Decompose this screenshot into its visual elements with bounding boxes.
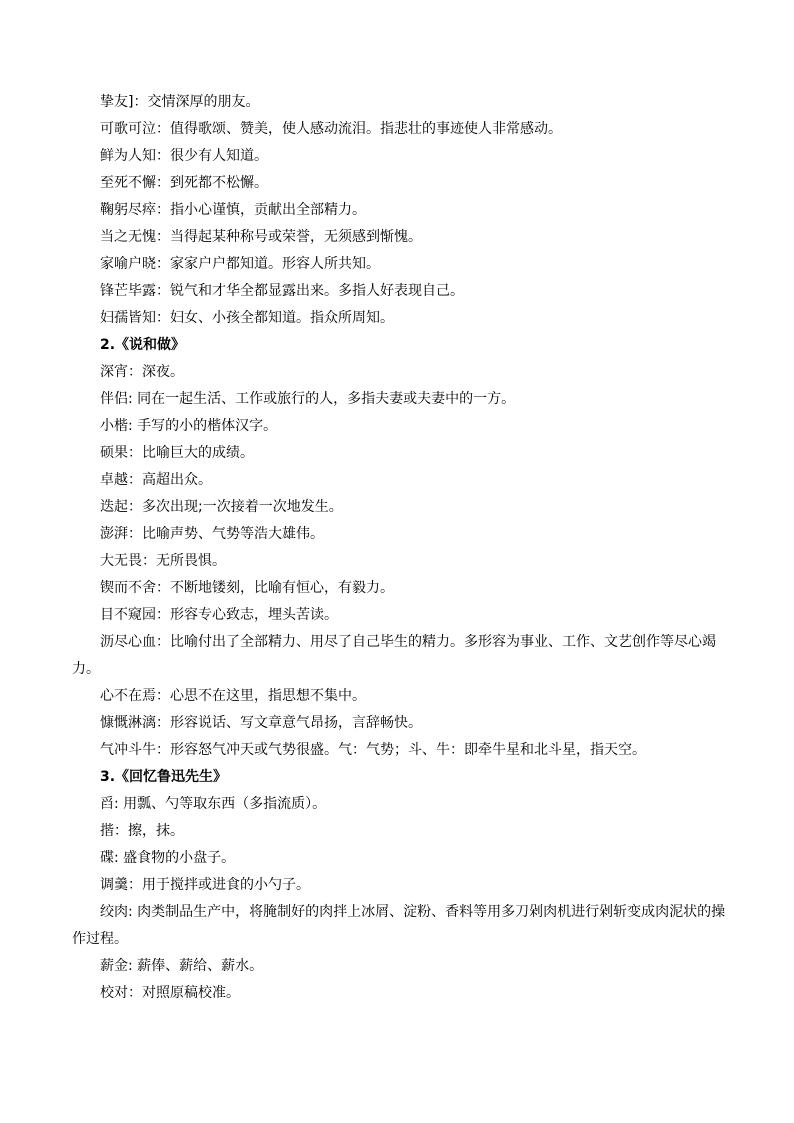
glossary-entry: 家喻户晓：家家户户都知道。形容人所共知。 [100,256,380,272]
glossary-entry: 可歌可泣：值得歌颂、赞美，使人感动流泪。指悲壮的事迹使人非常感动。 [100,121,562,137]
glossary-entry: 妇孺皆知：妇女、小孩全都知道。指众所周知。 [100,310,394,326]
glossary-entry: 至死不懈：到死都不松懈。 [100,175,268,191]
glossary-entry: 舀: 用瓢、勺等取东西（多指流质）。 [100,796,327,812]
glossary-entry: 硕果：比喻巨大的成绩。 [100,445,254,461]
glossary-entry: 碟: 盛食物的小盘子。 [100,850,236,866]
glossary-entry: 薪金: 薪俸、薪给、薪水。 [100,958,264,974]
glossary-entry: 深宵：深夜。 [100,364,184,380]
glossary-entry: 慷慨淋漓：形容说话、写文章意气昂扬，言辞畅快。 [100,715,422,731]
glossary-entry: 心不在焉：心思不在这里，指思想不集中。 [100,688,366,704]
glossary-entry: 调羹：用于搅拌或进食的小勺子。 [100,877,310,893]
glossary-entry: 大无畏：无所畏惧。 [100,553,226,569]
glossary-entry: 揩：擦，抹。 [100,823,184,839]
glossary-entry: 小楷: 手写的小的楷体汉字。 [100,418,278,434]
glossary-content [72,89,728,1007]
glossary-entry: 伴侣: 同在一起生活、工作或旅行的人，多指夫妻或夫妻中的一方。 [100,391,516,407]
glossary-entry: 挚友]：交情深厚的朋友。 [100,94,260,110]
glossary-entry: 校对：对照原稿校准。 [100,985,240,1001]
glossary-entry: 卓越：高超出众。 [100,472,212,488]
glossary-entry: 锲而不舍：不断地镂刻，比喻有恒心，有毅力。 [100,580,394,596]
glossary-entry: 目不窥园：形容专心致志，埋头苦读。 [100,607,338,623]
glossary-entry: 气冲斗牛：形容怒气冲天或气势很盛。气：气势；斗、牛：即牵牛星和北斗星，指天空。 [100,742,646,758]
glossary-entry-long: 沥尽心血：比喻付出了全部精力、用尽了自己毕生的精力。多形容为事业、工作、文艺创作等尽心竭力。 [72,634,716,677]
glossary-entry: 澎湃：比喻声势、气势等浩大雄伟。 [100,526,324,542]
section-heading: 3.《回忆鲁迅先生》 [100,769,228,785]
section-heading: 2.《说和做》 [100,337,186,353]
glossary-entry: 迭起：多次出现;一次接着一次地发生。 [100,499,343,515]
glossary-entry: 锋芒毕露：锐气和才华全都显露出来。多指人好表现自己。 [100,283,464,299]
glossary-entry-long: 绞肉: 肉类制品生产中，将腌制好的肉拌上冰屑、淀粉、香料等用多刀剁肉机进行剁斩变成肉泥状的操作过程。 [72,904,726,947]
glossary-entry: 鞠躬尽瘁：指小心谨慎，贡献出全部精力。 [100,202,366,218]
glossary-entry: 当之无愧：当得起某种称号或荣誉，无须感到惭愧。 [100,229,422,245]
glossary-entry: 鲜为人知：很少有人知道。 [100,148,268,164]
